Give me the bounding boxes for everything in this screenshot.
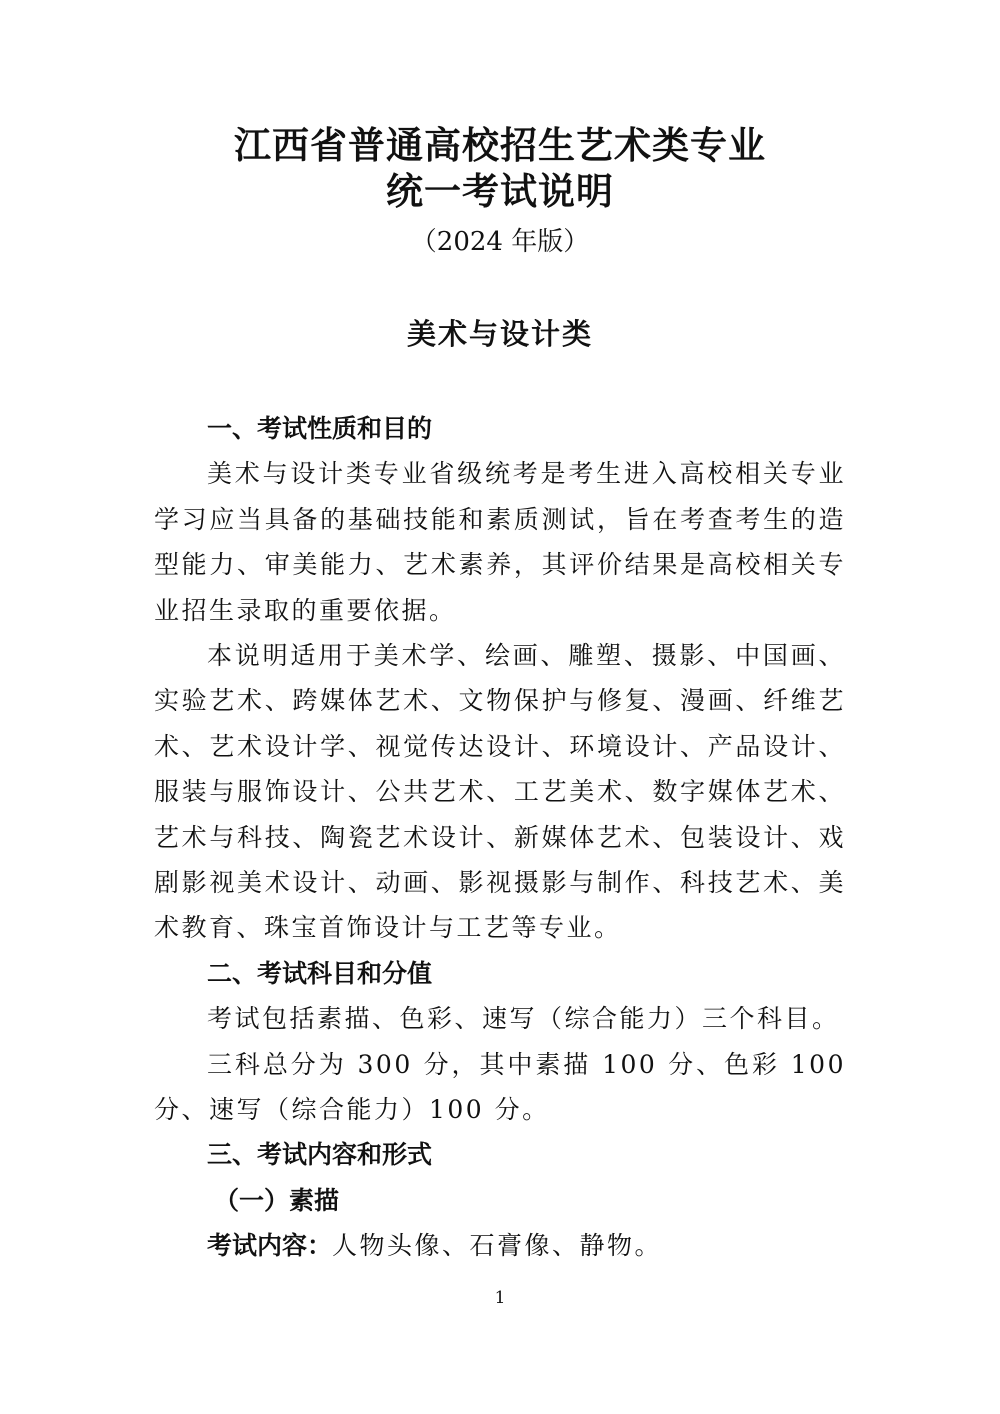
document-body bbox=[154, 406, 846, 1269]
category-heading: 美术与设计类 bbox=[406, 317, 593, 351]
document-title-line-1: 江西省普通高校招生艺术类专业 bbox=[234, 124, 766, 167]
section-heading-content-format: 三、考试内容和形式 bbox=[207, 1140, 433, 1170]
exam-content-value: 人物头像、石膏像、静物。 bbox=[332, 1231, 663, 1261]
subsection-heading-sketch: （一）素描 bbox=[214, 1185, 340, 1215]
section-heading-purpose: 一、考试性质和目的 bbox=[207, 414, 433, 443]
paragraph-purpose: 美术与设计类专业省级统考是考生进入高校相关专业学习应当具备的基础技能和素质测试，旨在考查考生的造型能力、审美能力、艺术素养，其评价结果是高校相关专业招生录取的重要依据。 bbox=[154, 459, 846, 625]
document-title-line-2: 统一考试说明 bbox=[386, 170, 614, 213]
paragraph-subjects: 考试包括素描、色彩、速写（综合能力）三个科目。 bbox=[207, 1004, 840, 1034]
exam-content-label: 考试内容： bbox=[207, 1231, 333, 1261]
section-heading-subjects: 二、考试科目和分值 bbox=[207, 958, 433, 988]
exam-content-line bbox=[154, 1223, 846, 1268]
paragraph-applicable-majors: 本说明适用于美术学、绘画、雕塑、摄影、中国画、实验艺术、跨媒体艺术、文物保护与修复、漫画、纤维艺术、艺术设计学、视觉传达设计、环境设计、产品设计、服装与服饰设计、公共艺术、工艺美术、数字媒体艺术、艺术与科技、陶瓷艺术设计、新媒体艺术、包装设计、戏剧影视美术设计、动画、影视摄影与制作、科技艺术、美术教育、珠宝首饰设计与工艺等专业。 bbox=[154, 641, 846, 943]
page-number: 1 bbox=[494, 1288, 506, 1308]
edition-label: （2024 年版） bbox=[410, 227, 590, 257]
paragraph-scores: 三科总分为 300 分，其中素描 100 分、色彩 100 分、速写（综合能力）100 分。 bbox=[154, 1049, 846, 1125]
